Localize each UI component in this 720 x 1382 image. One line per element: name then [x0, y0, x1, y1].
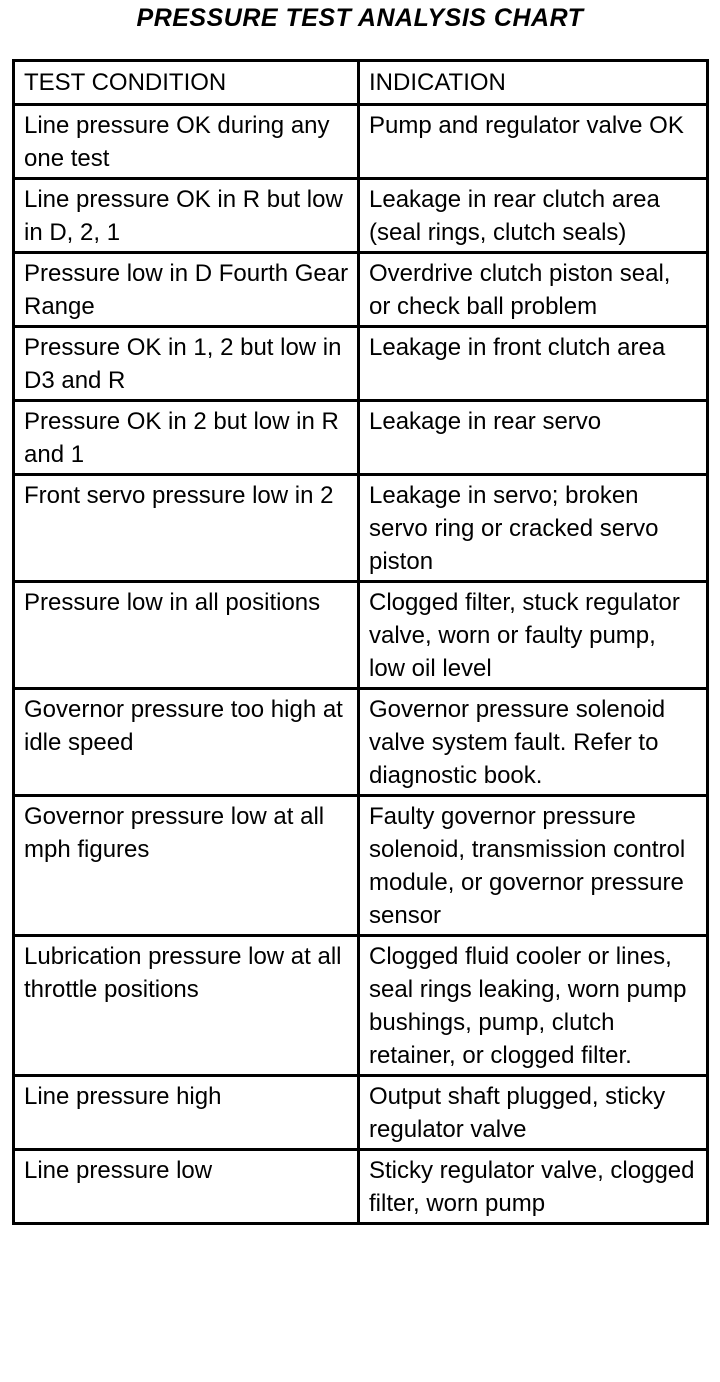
table-row: [14, 327, 708, 401]
indication-cell: Leakage in rear servo: [359, 401, 708, 475]
condition-cell: Front servo pressure low in 2: [14, 475, 359, 582]
header-test-condition: TEST CONDITION: [14, 61, 359, 105]
table-row: [14, 796, 708, 936]
condition-cell: Line pressure high: [14, 1076, 359, 1150]
table-row: [14, 936, 708, 1076]
chart-title: PRESSURE TEST ANALYSIS CHART: [136, 4, 584, 32]
indication-cell: Clogged filter, stuck regulator valve, worn or faulty pump, low oil level: [359, 582, 708, 689]
indication-cell: Output shaft plugged, sticky regulator valve: [359, 1076, 708, 1150]
pressure-test-table: [12, 59, 709, 1225]
table-row: [14, 253, 708, 327]
indication-cell: Pump and regulator valve OK: [359, 105, 708, 179]
condition-cell: Governor pressure too high at idle speed: [14, 689, 359, 796]
table-row: [14, 179, 708, 253]
table-row: [14, 689, 708, 796]
table-row: [14, 105, 708, 179]
condition-cell: Governor pressure low at all mph figures: [14, 796, 359, 936]
indication-cell: Faulty governor pressure solenoid, transmission control module, or governor pressure sensor: [359, 796, 708, 936]
condition-cell: Line pressure OK in R but low in D, 2, 1: [14, 179, 359, 253]
table-row: [14, 582, 708, 689]
condition-cell: Line pressure low: [14, 1150, 359, 1224]
indication-cell: Sticky regulator valve, clogged filter, worn pump: [359, 1150, 708, 1224]
condition-cell: Pressure OK in 2 but low in R and 1: [14, 401, 359, 475]
condition-cell: Pressure low in D Fourth Gear Range: [14, 253, 359, 327]
indication-cell: Leakage in front clutch area: [359, 327, 708, 401]
table-row: [14, 475, 708, 582]
indication-cell: Leakage in rear clutch area (seal rings, clutch seals): [359, 179, 708, 253]
table-row: [14, 401, 708, 475]
table-row: [14, 1150, 708, 1224]
indication-cell: Clogged fluid cooler or lines, seal rings leaking, worn pump bushings, pump, clutch retainer, or clogged filter.: [359, 936, 708, 1076]
condition-cell: Pressure OK in 1, 2 but low in D3 and R: [14, 327, 359, 401]
indication-cell: Overdrive clutch piston seal, or check ball problem: [359, 253, 708, 327]
indication-cell: Leakage in servo; broken servo ring or cracked servo piston: [359, 475, 708, 582]
condition-cell: Pressure low in all positions: [14, 582, 359, 689]
indication-cell: Governor pressure solenoid valve system fault. Refer to diagnostic book.: [359, 689, 708, 796]
condition-cell: Line pressure OK during any one test: [14, 105, 359, 179]
header-indication: INDICATION: [359, 61, 708, 105]
table-header-row: [14, 61, 708, 105]
table-row: [14, 1076, 708, 1150]
condition-cell: Lubrication pressure low at all throttle positions: [14, 936, 359, 1076]
